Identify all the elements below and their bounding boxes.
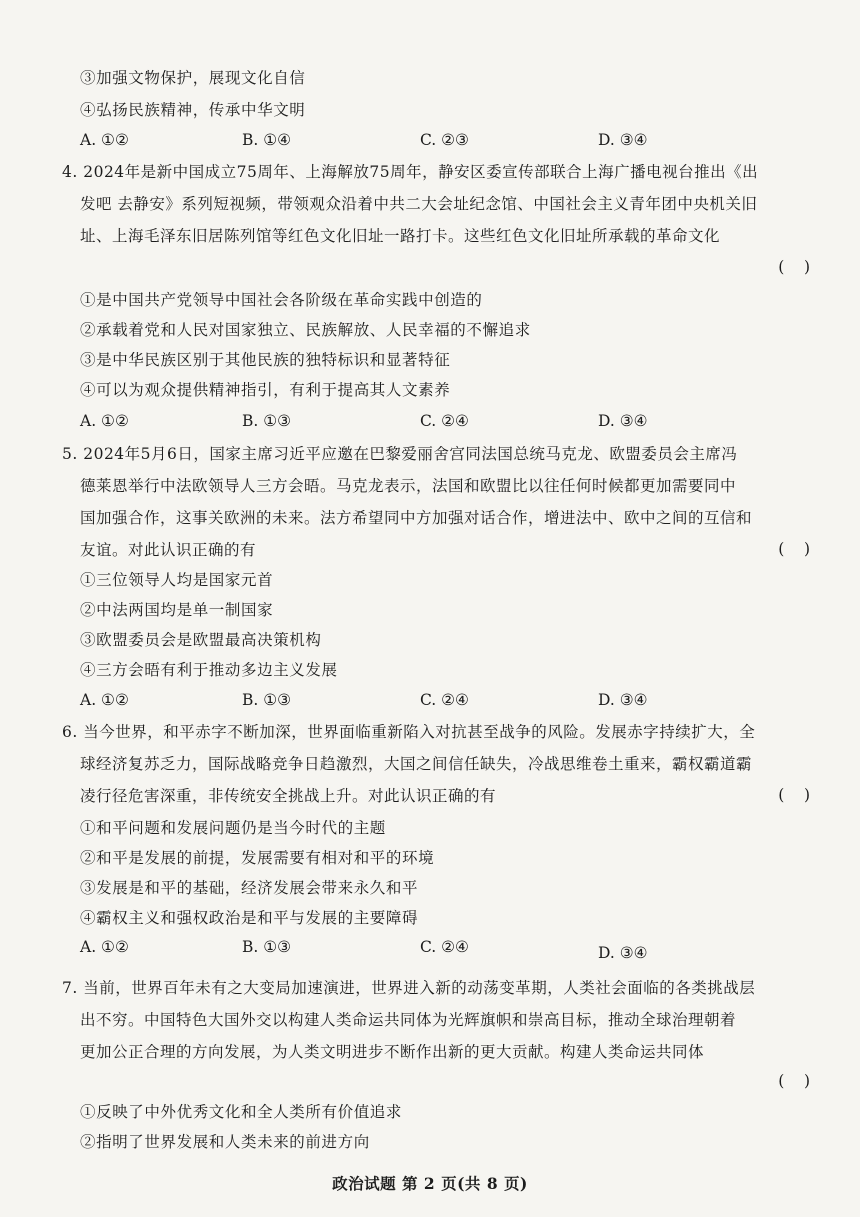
q6-statement: ④霸权主义和强权政治是和平与发展的主要障碍 bbox=[80, 909, 419, 927]
q6-line: 球经济复苏乏力，国际战略竞争日趋激烈，大国之间信任缺失，冷战思维卷土重来，霸权霸道霸 bbox=[80, 755, 753, 773]
q4-line: 发吧 去静安》系列短视频，带领观众沿着中共二大会址纪念馆、中国社会主义青年团中央机关旧 bbox=[80, 195, 758, 213]
q6-option-c: C. ②④ bbox=[420, 938, 469, 956]
q6-option-d: D. ③④ bbox=[598, 944, 648, 962]
q5-statement: ③欧盟委员会是欧盟最高决策机构 bbox=[80, 631, 322, 649]
q6-statement: ②和平是发展的前提，发展需要有相对和平的环境 bbox=[80, 849, 435, 867]
q6-option-b: B. ①③ bbox=[242, 938, 292, 956]
q4-statement: ①是中国共产党领导中国社会各阶级在革命实践中创造的 bbox=[80, 291, 483, 309]
q7-statement: ②指明了世界发展和人类未来的前进方向 bbox=[80, 1133, 370, 1151]
q5-line: 友谊。对此认识正确的有 bbox=[80, 541, 257, 559]
q4-option-d: D. ③④ bbox=[598, 412, 648, 430]
q3-option-c: C. ②③ bbox=[420, 131, 469, 149]
q5-statement: ①三位领导人均是国家元首 bbox=[80, 571, 274, 589]
q7-line: 7. 当前，世界百年未有之大变局加速演进，世界进入新的动荡变革期，人类社会面临的各类挑战层 bbox=[62, 979, 756, 997]
q5-line: 国加强合作，这事关欧洲的未来。法方希望同中方加强对话合作，增进法中、欧中之间的互信和 bbox=[80, 509, 753, 527]
q6-option-a: A. ①② bbox=[80, 938, 129, 956]
q3-option-b: B. ①④ bbox=[242, 131, 292, 149]
q4-option-b: B. ①③ bbox=[242, 412, 292, 430]
q7-statement: ①反映了中外优秀文化和全人类所有价值追求 bbox=[80, 1103, 403, 1121]
q5-option-b: B. ①③ bbox=[242, 691, 292, 709]
q4-option-a: A. ①② bbox=[80, 412, 129, 430]
q6-statement: ③发展是和平的基础，经济发展会带来永久和平 bbox=[80, 879, 419, 897]
q4-statement: ②承载着党和人民对国家独立、民族解放、人民幸福的不懈追求 bbox=[80, 321, 531, 339]
q5-option-d: D. ③④ bbox=[598, 691, 648, 709]
page-footer: 政治试题 第 2 页(共 8 页) bbox=[332, 1174, 528, 1193]
q5-option-c: C. ②④ bbox=[420, 691, 469, 709]
q6-statement: ①和平问题和发展问题仍是当今时代的主题 bbox=[80, 819, 386, 837]
q7-line: 更加公正合理的方向发展，为人类文明进步不断作出新的更大贡献。构建人类命运共同体 bbox=[80, 1043, 705, 1061]
q5-line: 5. 2024年5月6日，国家主席习近平应邀在巴黎爱丽舍宫同法国总统马克龙、欧盟委员会主席冯 bbox=[62, 445, 738, 463]
q4-answer-paren: ( ) bbox=[778, 258, 810, 276]
q4-line: 址、上海毛泽东旧居陈列馆等红色文化旧址一路打卡。这些红色文化旧址所承载的革命文化 bbox=[80, 227, 721, 245]
q4-statement: ④可以为观众提供精神指引，有利于提高其人文素养 bbox=[80, 381, 451, 399]
q6-line: 凌行径危害深重，非传统安全挑战上升。对此认识正确的有 bbox=[80, 787, 497, 805]
q3-option-a: A. ①② bbox=[80, 131, 129, 149]
statement-3-4: ④弘扬民族精神，传承中华文明 bbox=[80, 101, 306, 119]
q6-line: 6. 当今世界，和平赤字不断加深，世界面临重新陷入对抗甚至战争的风险。发展赤字持续扩大，全 bbox=[62, 723, 756, 741]
q5-line: 德莱恩举行中法欧领导人三方会晤。马克龙表示，法国和欧盟比以往任何时候都更加需要同中 bbox=[80, 477, 737, 495]
q5-answer-paren: ( ) bbox=[778, 540, 810, 558]
q5-statement: ④三方会晤有利于推动多边主义发展 bbox=[80, 661, 338, 679]
q6-answer-paren: ( ) bbox=[778, 786, 810, 804]
q3-option-d: D. ③④ bbox=[598, 131, 648, 149]
q4-line: 4. 2024年是新中国成立75周年、上海解放75周年，静安区委宣传部联合上海广播电视台推出《出 bbox=[62, 163, 759, 181]
q5-option-a: A. ①② bbox=[80, 691, 129, 709]
statement-3-3: ③加强文物保护，展现文化自信 bbox=[80, 69, 306, 87]
q4-statement: ③是中华民族区别于其他民族的独特标识和显著特征 bbox=[80, 351, 451, 369]
q7-answer-paren: ( ) bbox=[778, 1072, 810, 1090]
q4-option-c: C. ②④ bbox=[420, 412, 469, 430]
q7-line: 出不穷。中国特色大国外交以构建人类命运共同体为光辉旗帜和崇高目标，推动全球治理朝着 bbox=[80, 1011, 737, 1029]
q5-statement: ②中法两国均是单一制国家 bbox=[80, 601, 274, 619]
